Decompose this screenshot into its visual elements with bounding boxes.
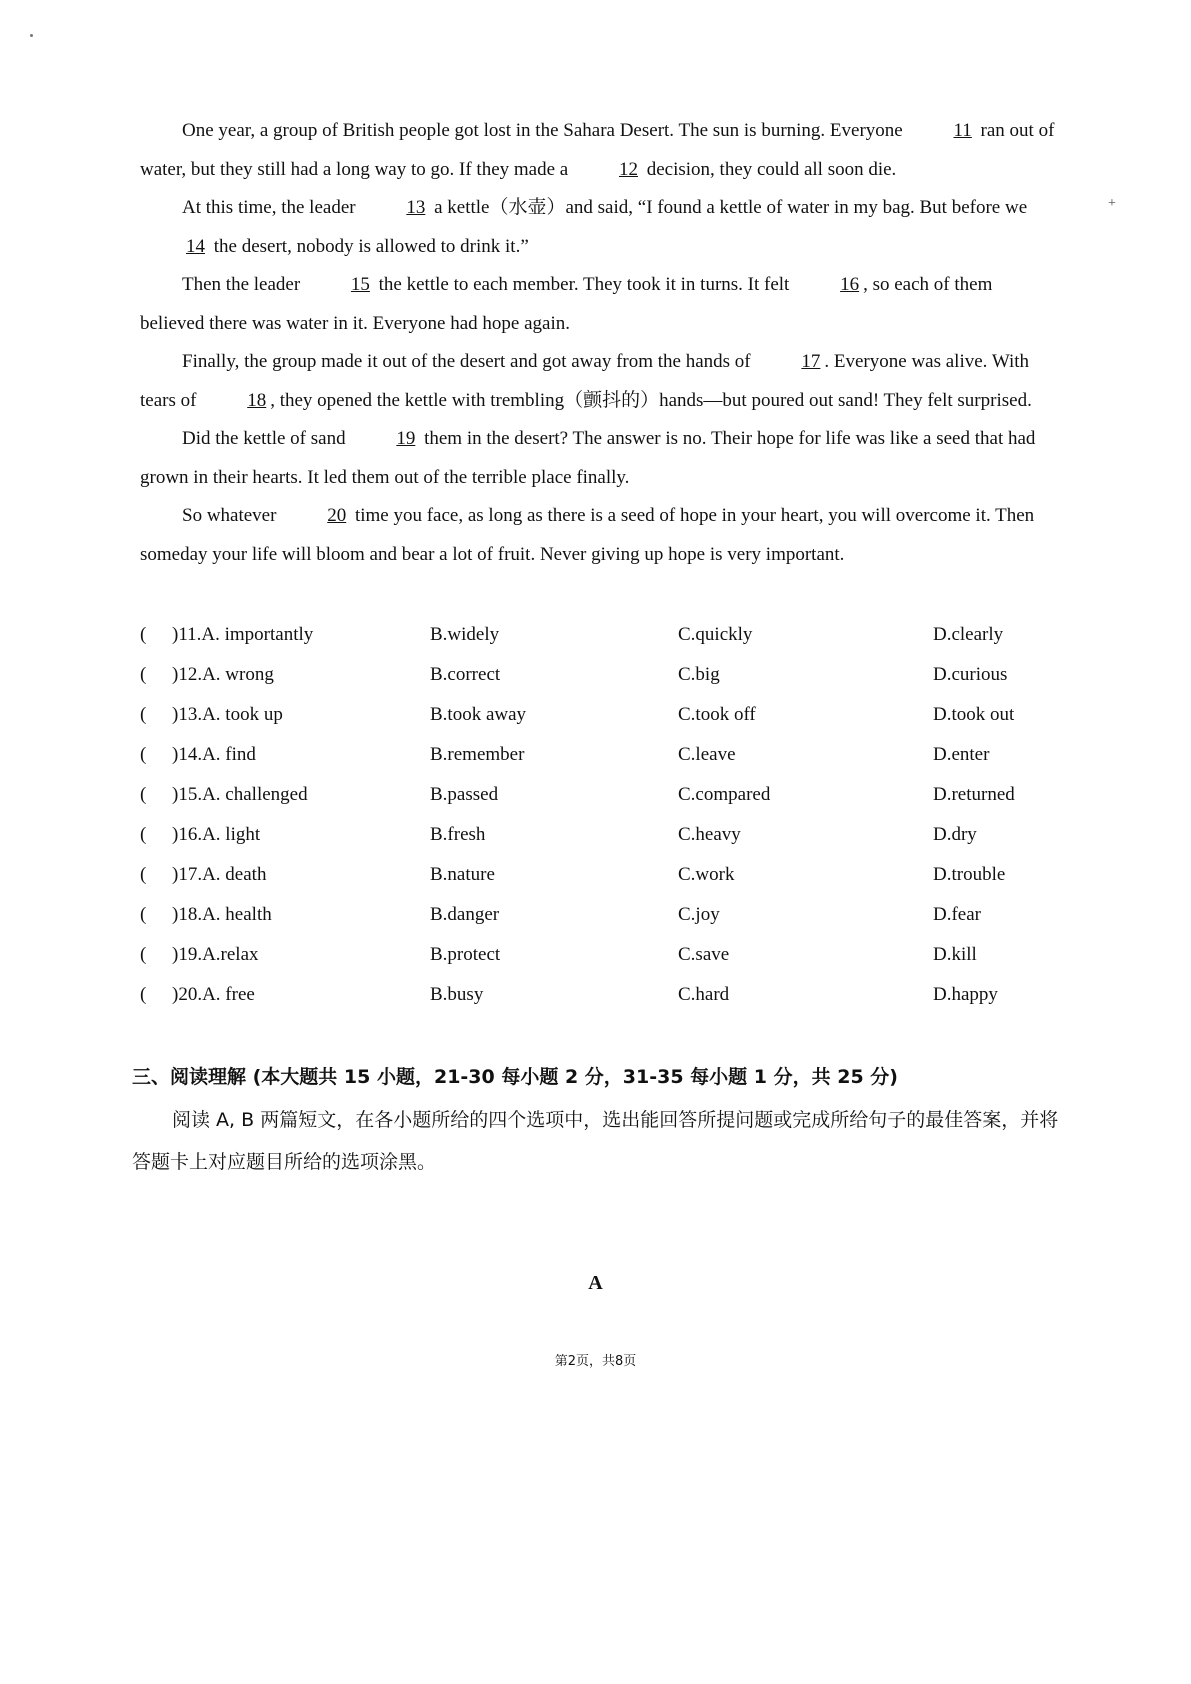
blank-11: 11: [953, 120, 972, 141]
option-d: D.kill: [933, 944, 977, 965]
margin-mark: +: [1108, 196, 1116, 211]
option-b: B.correct: [430, 664, 501, 685]
passage-paragraph-4: Finally, the group made it out of the desert and got away from the hands of 17 . Everyone was alive. With tears of 18 , they opened the kettle with trembling（颤抖的）hands—but poured out sand! They felt surprised.: [140, 343, 1060, 420]
option-c: C.compared: [678, 784, 771, 805]
answer-paren: (: [140, 904, 147, 925]
blank-15: 15: [350, 274, 370, 295]
answer-paren: (: [140, 944, 147, 965]
option-row-12: [140, 664, 1060, 704]
option-b: B.took away: [430, 704, 527, 725]
option-a: )14.A. find: [172, 744, 256, 765]
answer-paren: (: [140, 704, 147, 725]
answer-paren: (: [140, 664, 147, 685]
option-row-13: [140, 704, 1060, 744]
option-c: C.leave: [678, 744, 736, 765]
answer-paren: (: [140, 824, 147, 845]
option-c: C.big: [678, 664, 720, 685]
answer-paren: (: [140, 864, 147, 885]
option-d: D.took out: [933, 704, 1015, 725]
answer-paren: (: [140, 744, 147, 765]
option-c: C.joy: [678, 904, 720, 925]
option-a: )17.A. death: [172, 864, 267, 885]
option-d: D.happy: [933, 984, 998, 1005]
blank-12: 12: [618, 158, 638, 180]
blank-19: 19: [396, 428, 416, 449]
option-a: )12.A. wrong: [172, 664, 274, 685]
option-d: D.curious: [933, 664, 1008, 685]
passage-paragraph-2: At this time, the leader 13 a kettle（水壶）and said, “I found a kettle of water in my bag. But before we 14 the desert, nobody is allowed to drink it.”: [140, 189, 1060, 266]
option-b: B.danger: [430, 904, 500, 925]
option-c: C.quickly: [678, 624, 753, 645]
option-c: C.work: [678, 864, 735, 885]
passage-paragraph-5: Did the kettle of sand 19 them in the desert? The answer is no. Their hope for life was like a seed that had grown in their hearts. It led them out of the terrible place finally.: [140, 420, 1060, 497]
scan-dot: [30, 34, 33, 37]
option-a: )13.A. took up: [172, 704, 283, 725]
option-b: B.busy: [430, 984, 484, 1005]
passage-paragraph-3: Then the leader 15 the kettle to each member. They took it in turns. It felt 16 , so each of them believed there was water in it. Everyone had hope again.: [140, 266, 1060, 343]
option-a: )15.A. challenged: [172, 784, 308, 805]
page-number: 第2页，共8页: [554, 1354, 637, 1369]
option-a: )19.A.relax: [172, 944, 259, 965]
option-b: B.protect: [430, 944, 501, 965]
option-d: D.fear: [933, 904, 981, 925]
option-c: C.hard: [678, 984, 730, 1005]
option-c: C.save: [678, 944, 730, 965]
option-b: B.nature: [430, 864, 495, 885]
answer-paren: (: [140, 624, 147, 645]
blank-14: 14: [186, 235, 205, 257]
option-row-16: [140, 824, 1060, 864]
section-description: 阅读 A, B 两篇短文，在各小题所给的四个选项中，选出能回答所提问题或完成所给句子的最佳答案，并将答题卡上对应题目所给的选项涂黑。: [132, 1109, 1059, 1173]
option-d: D.enter: [933, 744, 990, 765]
section-title: 三、阅读理解 (本大题共 15 小题，21-30 每小题 2 分，31-35 每小题 1 分，共 25 分): [132, 1066, 898, 1088]
option-row-17: [140, 864, 1060, 904]
option-row-20: [140, 984, 1060, 1024]
blank-20: 20: [327, 505, 347, 526]
passage-paragraph-6: So whatever 20 time you face, as long as there is a seed of hope in your heart, you will overcome it. Then someday your life will bloom and bear a lot of fruit. Never giving up hope is very important.: [140, 497, 1060, 574]
option-b: B.passed: [430, 784, 499, 805]
option-a: )11.A. importantly: [172, 624, 314, 645]
option-a: )18.A. health: [172, 904, 272, 925]
blank-17: 17: [801, 351, 821, 372]
passage-paragraph-1: One year, a group of British people got lost in the Sahara Desert. The sun is burning. Everyone 11 ran out of water, but they still had a long way to go. If they made a 12 decision, they could all soon die.: [140, 112, 1060, 189]
option-d: D.dry: [933, 824, 977, 845]
cloze-passage: [140, 112, 1060, 574]
option-b: B.fresh: [430, 824, 486, 845]
blank-16: 16: [840, 274, 860, 295]
option-row-19: [140, 944, 1060, 984]
option-d: D.trouble: [933, 864, 1006, 885]
option-row-18: [140, 904, 1060, 944]
answer-options: [140, 624, 1060, 1024]
option-a: )16.A. light: [172, 824, 261, 845]
option-row-11: [140, 624, 1060, 664]
answer-paren: (: [140, 784, 147, 805]
option-d: D.clearly: [933, 624, 1004, 645]
option-row-15: [140, 784, 1060, 824]
part-label: A: [588, 1272, 603, 1294]
blank-18: 18: [247, 389, 267, 411]
option-c: C.heavy: [678, 824, 741, 845]
option-a: )20.A. free: [172, 984, 255, 1005]
option-b: B.remember: [430, 744, 525, 765]
option-d: D.returned: [933, 784, 1015, 805]
option-row-14: [140, 744, 1060, 784]
option-b: B.widely: [430, 624, 500, 645]
option-c: C.took off: [678, 704, 756, 725]
reading-section: [132, 1062, 1072, 1183]
answer-paren: (: [140, 984, 147, 1005]
blank-13: 13: [406, 197, 426, 218]
